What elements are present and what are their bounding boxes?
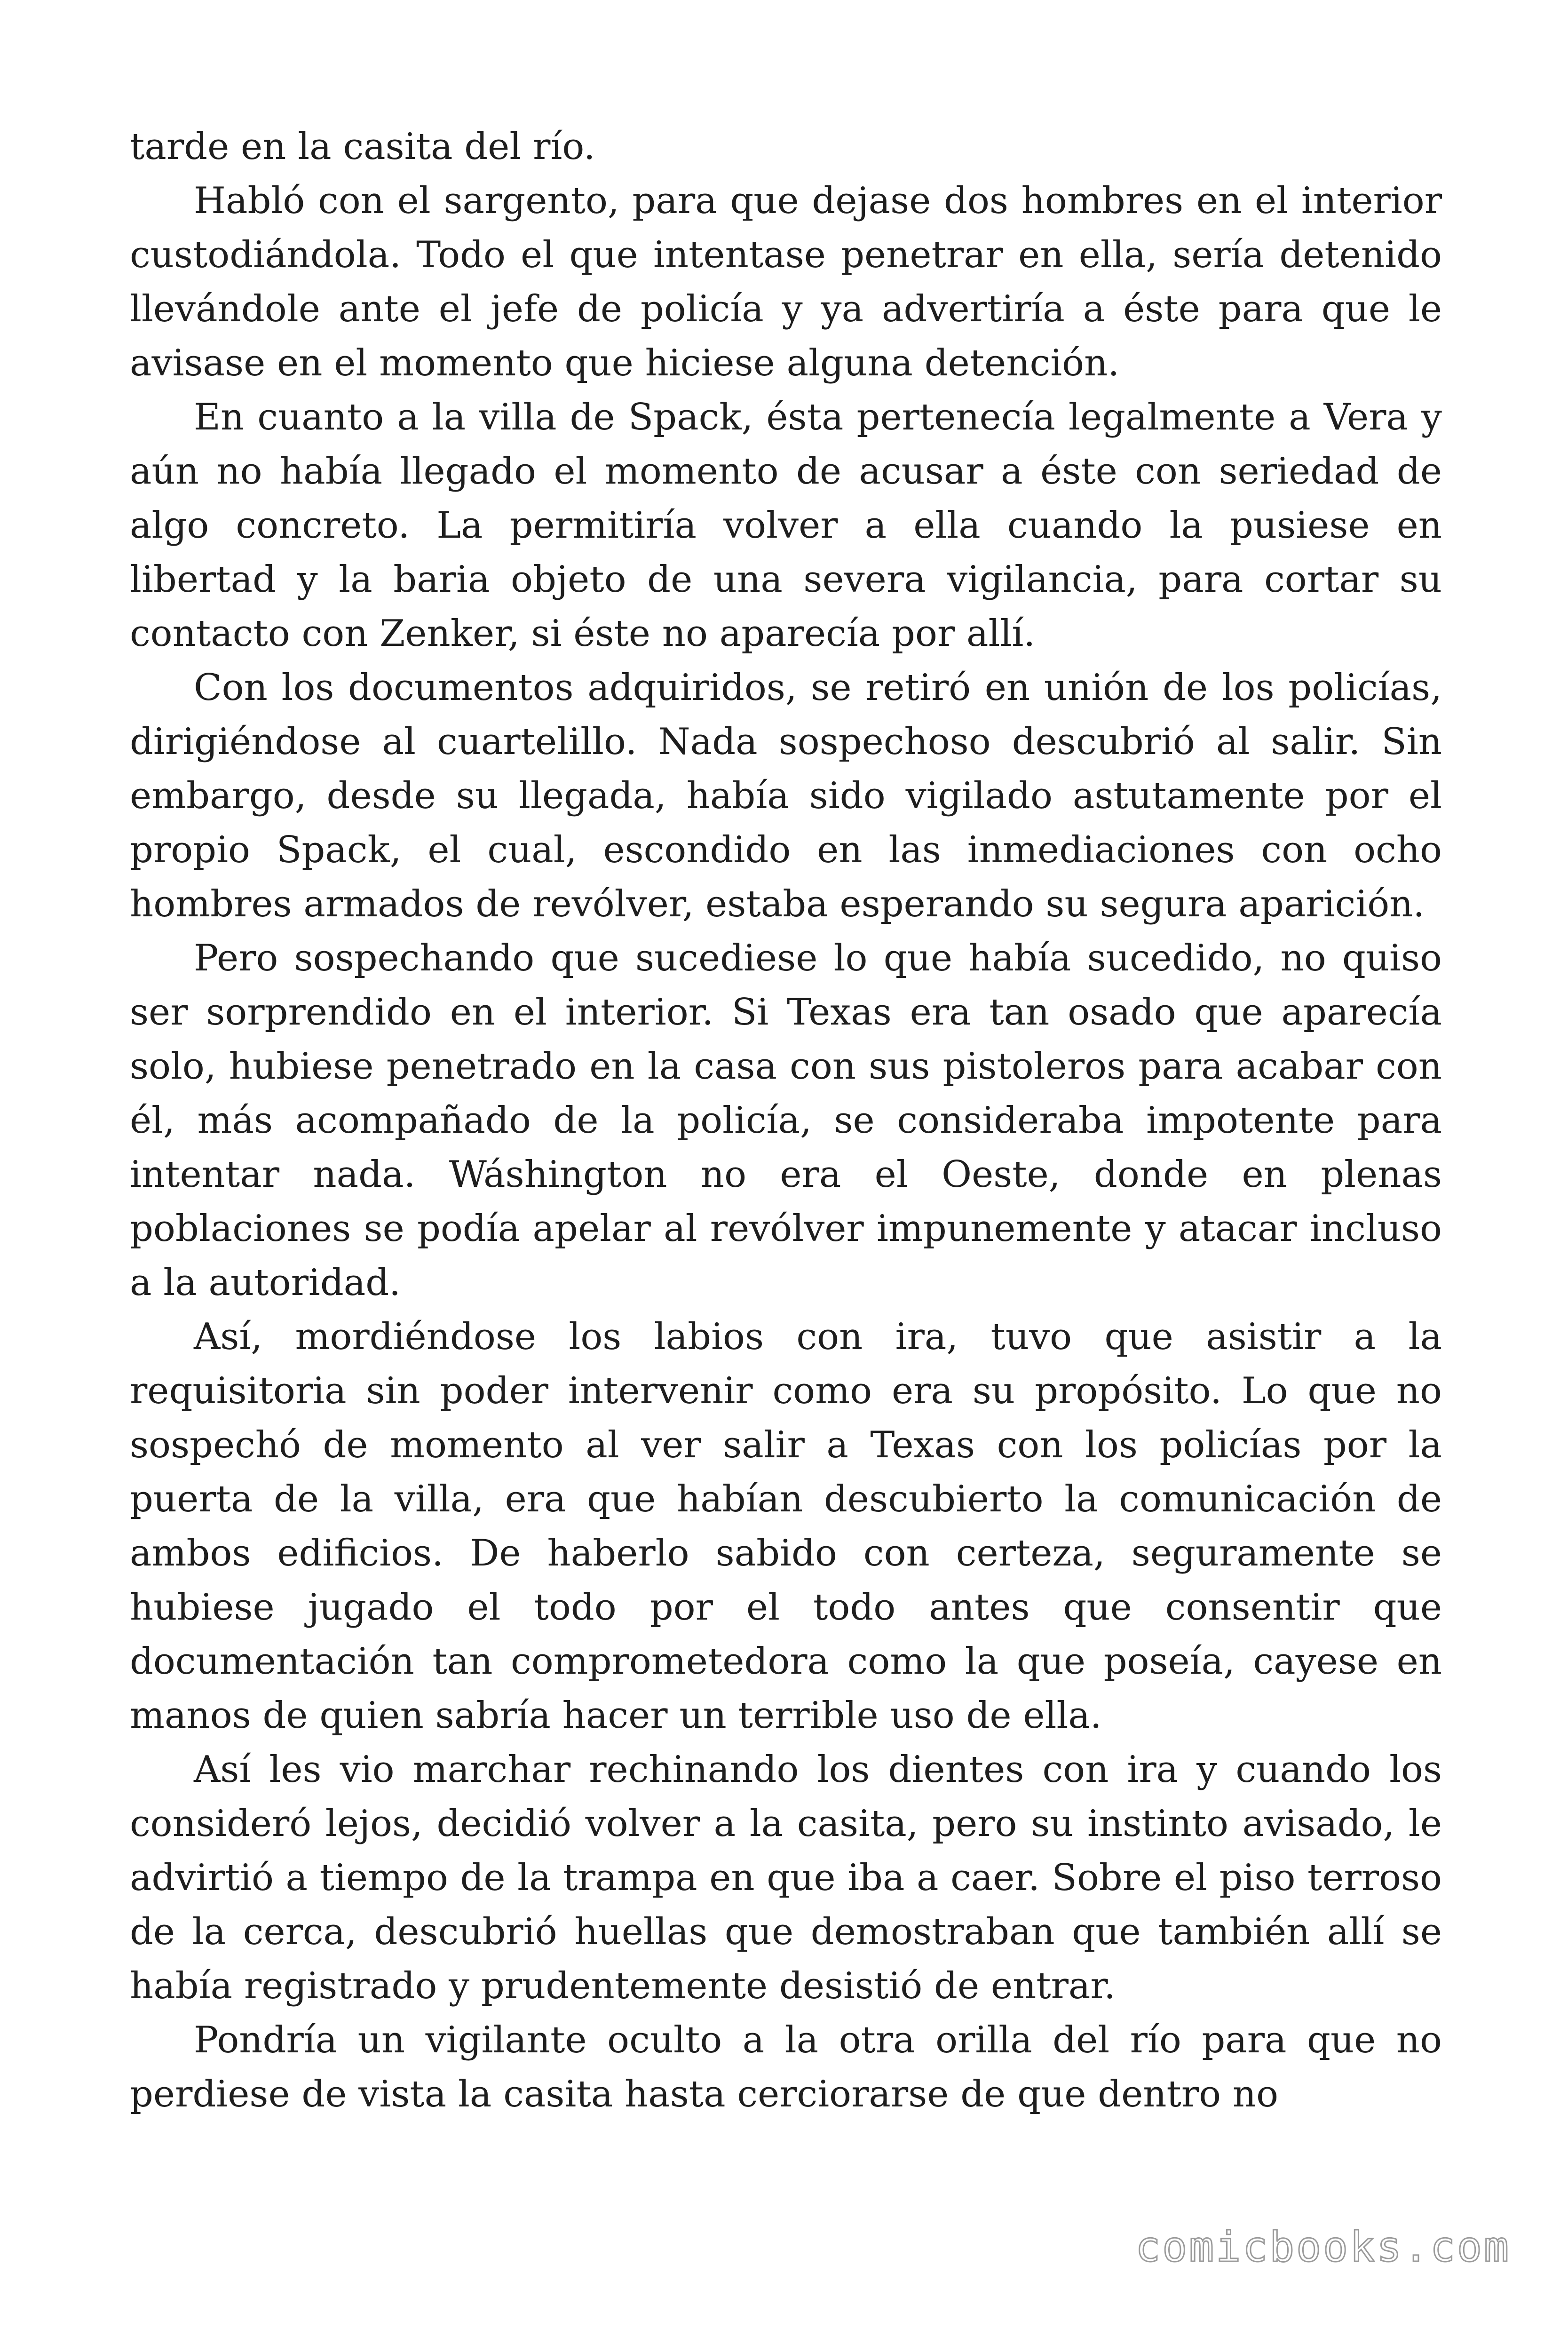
page-body <box>130 120 1442 2122</box>
paragraph: Habló con el sargento, para que dejase dos hombres en el interior custodiándola. Todo el que intentase penetrar en ella, sería detenido llevándole ante el jefe de policía y ya advertiría a éste para que le avisase en el momento que hiciese alguna detención. <box>130 180 1442 384</box>
paragraph: Con los documentos adquiridos, se retiró en unión de los policías, dirigiéndose al cuartelillo. Nada sospechoso descubrió al salir. Sin embargo, desde su llegada, había sido vigilado astutamente por el propio Spack, el cual, escondido en las inmediaciones con ocho hombres armados de revólver, estaba esperando su segura aparición. <box>130 667 1442 925</box>
paragraph: tarde en la casita del río. <box>130 126 595 168</box>
watermark: comicbooks.com <box>1135 2223 1511 2271</box>
paragraph: Pero sospechando que sucediese lo que había sucedido, no quiso ser sorprendido en el interior. Si Texas era tan osado que aparecía solo, hubiese penetrado en la casa con sus pistoleros para acabar con él, más acompañado de la policía, se consideraba impotente para intentar nada. Wáshington no era el Oeste, donde en plenas poblaciones se podía apelar al revólver impunemente y atacar incluso a la autoridad. <box>130 937 1442 1304</box>
paragraph: Pondría un vigilante oculto a la otra orilla del río para que no perdiese de vista la casita hasta cerciorarse de que dentro no <box>130 2019 1442 2115</box>
paragraph: Así, mordiéndose los labios con ira, tuvo que asistir a la requisitoria sin poder intervenir como era su propósito. Lo que no sospechó de momento al ver salir a Texas con los policías por la puerta de la villa, era que habían descubierto la comunicación de ambos edificios. De haberlo sabido con certeza, seguramente se hubiese jugado el todo por el todo antes que consentir que documentación tan comprometedora como la que poseía, cayese en manos de quien sabría hacer un terrible uso de ella. <box>130 1316 1442 1737</box>
paragraph: En cuanto a la villa de Spack, ésta pertenecía legalmente a Vera y aún no había llegado el momento de acusar a éste con seriedad de algo concreto. La permitiría volver a ella cuando la pusiese en libertad y la baria objeto de una severa vigilancia, para cortar su contacto con Zenker, si éste no aparecía por allí. <box>130 396 1442 655</box>
paragraph: Así les vio marchar rechinando los dientes con ira y cuando los consideró lejos, decidió volver a la casita, pero su instinto avisado, le advirtió a tiempo de la trampa en que iba a caer. Sobre el piso terroso de la cerca, descubrió huellas que demostraban que también allí se había registrado y prudentemente desistió de entrar. <box>130 1748 1442 2007</box>
